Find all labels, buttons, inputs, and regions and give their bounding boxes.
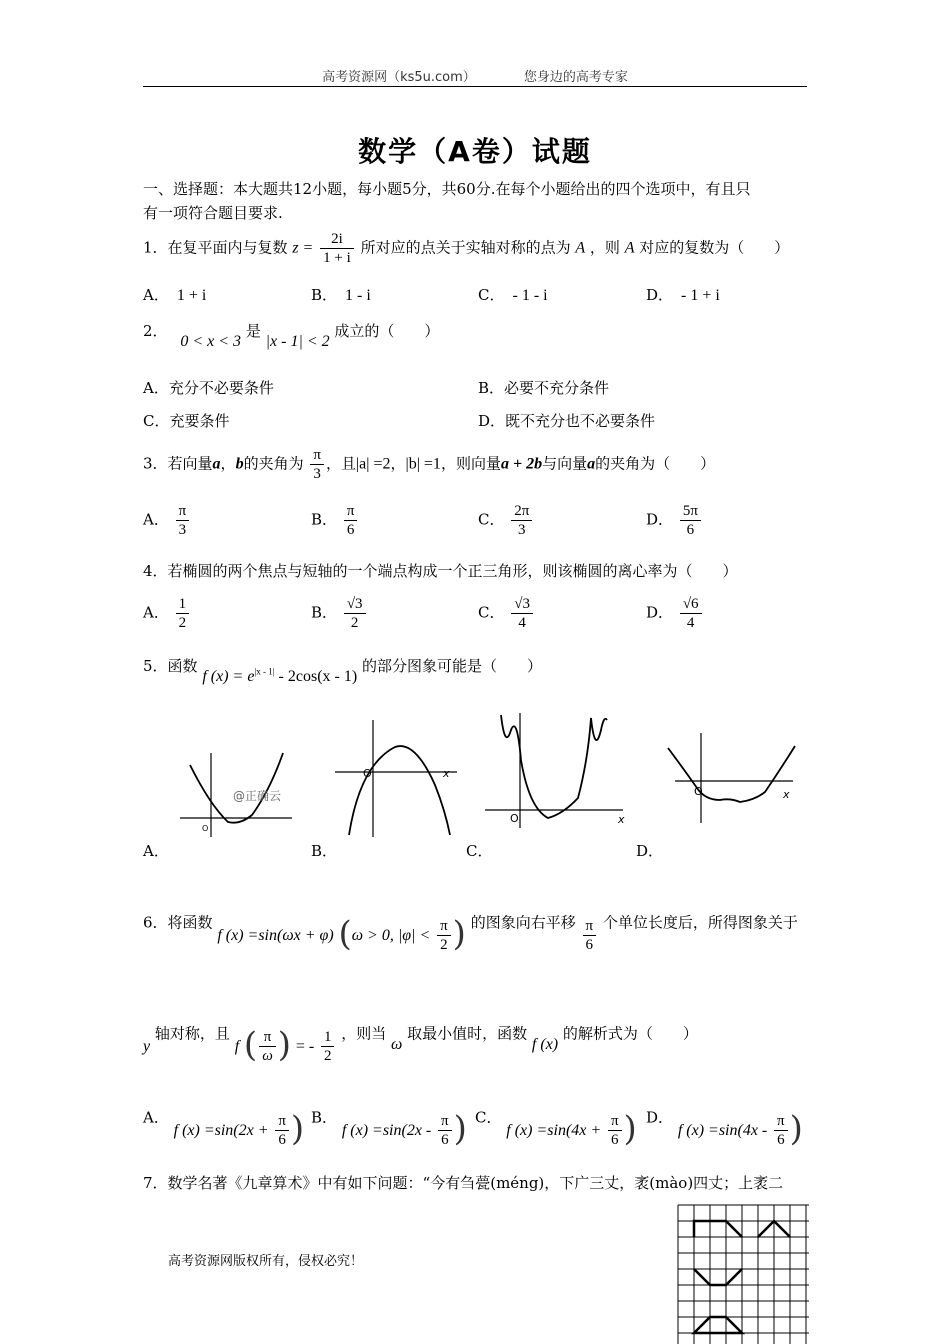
q1-opt-label: C． (478, 286, 505, 304)
q5-text-a: 5．函数 (143, 657, 198, 675)
q3-opt-frac (680, 502, 701, 539)
q6-eq: = - (295, 1037, 315, 1055)
q3-text-a: 3．若向量 (143, 454, 213, 473)
q1-text-d: 对应的复数为（ ） (639, 238, 790, 257)
q6-option-c[interactable] (475, 1100, 637, 1149)
q2-option-b[interactable]: B．必要不充分条件 (478, 379, 610, 397)
question-5-stem (143, 655, 542, 685)
q6-opt-frac (608, 1112, 622, 1149)
q3-opt-num: 2π (514, 503, 530, 519)
q3-text-e: ，则向量 (440, 454, 501, 473)
q1-opt-value: 1 - i (345, 287, 371, 304)
q6-shift-den: 6 (585, 937, 594, 953)
q6-option-b[interactable] (311, 1100, 467, 1149)
q2-condition-2: |x - 1| < 2 (265, 333, 330, 350)
header-site: 高考资源网（ks5u.com） (322, 70, 476, 85)
q3-vector-a2: a (587, 455, 596, 473)
question-1-stem (143, 230, 789, 267)
q5-graph-a[interactable] (180, 745, 295, 840)
q6-option-d[interactable] (646, 1100, 803, 1149)
q6-f: f (234, 1037, 240, 1055)
q5-option-d[interactable]: D． (636, 842, 664, 860)
q4-opt-num: √3 (346, 596, 363, 612)
q6-opt-den: 6 (777, 1132, 785, 1148)
q1-option-c[interactable] (478, 284, 548, 305)
q5-option-b[interactable]: B． (311, 842, 338, 860)
q1-point-a: A (575, 239, 586, 257)
q4-opt-label: A． (143, 603, 169, 622)
q5-exponent: |x - 1| (254, 666, 275, 677)
q6-option-a[interactable] (143, 1100, 305, 1149)
q4-opt-frac (344, 595, 366, 632)
q4-opt-frac (680, 595, 702, 632)
q6-fx: f (x) (531, 1035, 559, 1053)
q5-text-b: 的部分图象可能是（ ） (361, 657, 542, 675)
q3-opt-num: π (346, 503, 355, 519)
q3-angle-den: 3 (313, 466, 321, 482)
q4-opt-den: 4 (511, 613, 533, 632)
graph-a-watermark: @正确云 (233, 789, 282, 803)
q4-opt-den: 2 (344, 613, 366, 632)
q3-text-c: ，且 (325, 454, 356, 473)
q3-opt-den: 3 (176, 520, 190, 539)
q1-opt-label: D． (646, 286, 674, 304)
q6-opt-label: A． (143, 1108, 169, 1127)
q2-is: 是 (245, 322, 261, 340)
q6-half-pi (437, 917, 451, 954)
header-slogan: 您身边的高考专家 (523, 70, 628, 85)
q6-opt-paren: ) (623, 1108, 637, 1149)
q6-shift-num: π (583, 917, 597, 936)
q6-opt-num: π (275, 1112, 289, 1131)
graph-b-curve (349, 746, 450, 835)
q4-opt-label: C． (478, 603, 505, 622)
q3-opt-den: 3 (511, 520, 532, 539)
q3-option-d[interactable] (646, 502, 703, 539)
q3-vector-a: a (212, 455, 221, 473)
q6-opt-expr: f (x) =sin(2x + (173, 1121, 269, 1139)
q4-opt-label: D． (646, 603, 674, 622)
q3-opt-frac (511, 502, 532, 539)
graph-d-x-label: x (783, 788, 790, 801)
q5-rest: - 2cos(x - 1) (274, 668, 358, 685)
q3-norm-a: |a| =2 (355, 455, 391, 473)
q7-three-view-grid (676, 1203, 811, 1344)
q1-option-a[interactable] (143, 284, 206, 305)
q3-opt-frac (344, 502, 358, 539)
q6-val-num: 1 (321, 1028, 335, 1047)
q6-opt-paren: ) (290, 1108, 305, 1149)
q6-val-den: 2 (323, 1048, 332, 1064)
q6-text-f: 取最小值时，函数 (407, 1024, 528, 1043)
q3-opt-label: D． (646, 510, 674, 529)
q3-norm-b: |b| =1 (405, 455, 441, 473)
q5-graph-d[interactable] (665, 728, 805, 828)
q6-half-pi-den: 2 (440, 937, 448, 953)
q3-angle-num: π (310, 446, 324, 465)
q1-opt-label: A． (143, 286, 169, 304)
q6-text-e: ，则当 (341, 1024, 387, 1043)
q4-opt-label: B． (311, 603, 338, 622)
q4-opt-num: √6 (682, 596, 699, 612)
section-intro-line2: 有一项符合题目要求. (143, 204, 283, 222)
graph-d-curve (668, 746, 795, 802)
question-6-stem-line1 (143, 905, 798, 954)
q6-opt-label: D． (646, 1108, 674, 1127)
q6-opt-num: π (774, 1112, 788, 1131)
question-4-stem: 4．若椭圆的两个焦点与短轴的一个端点构成一个正三角形，则该椭圆的离心率为（ ） (143, 562, 738, 580)
q6-opt-paren: ) (789, 1108, 803, 1149)
question-7-stem: 7．数学名著《九章算术》中有如下问题：“今有刍甍(méng)，下广三丈，袤(mào)四丈；上袤二 (143, 1174, 784, 1192)
q6-text-b: 的图象向右平移 (470, 913, 576, 932)
q6-opt-label: C． (475, 1108, 502, 1127)
q3-option-b[interactable] (311, 502, 359, 539)
q1-option-d[interactable] (646, 284, 720, 305)
q4-opt-frac (511, 595, 533, 632)
q2-tail: 成立的（ ） (334, 322, 440, 340)
q1-frac-num: 2i (320, 230, 354, 249)
q4-option-c[interactable] (478, 595, 535, 632)
q6-arg-frac (259, 1028, 276, 1065)
q3-text-g: 的夹角为（ ） (595, 454, 716, 473)
q5-fx: f (x) = e (202, 668, 255, 685)
graph-b-x-label: x (443, 767, 450, 780)
q4-opt-frac (176, 595, 190, 632)
q3-comma: ， (220, 454, 236, 473)
graph-c-x-label: x (618, 813, 625, 826)
section-intro-line1: 一、选择题：本大题共12小题，每小题5分，共60分.在每个小题给出的四个选项中，有且只 (143, 180, 751, 198)
q3-option-c[interactable] (478, 502, 534, 539)
q6-opt-num: π (438, 1112, 452, 1131)
q4-opt-num: √3 (514, 596, 530, 612)
q4-option-b[interactable] (311, 595, 368, 632)
q6-opt-expr: f (x) =sin(4x - (677, 1121, 768, 1139)
question-6-stem-line2 (143, 1016, 698, 1065)
page-title: 数学（A卷）试题 (358, 135, 592, 168)
q1-text-c: ，则 (589, 238, 620, 257)
q6-half-pi-num: π (437, 917, 451, 936)
q5-option-a[interactable]: A． (143, 842, 169, 860)
q3-opt-num: π (178, 503, 187, 519)
question-2-stem (143, 320, 440, 350)
q1-opt-label: B． (311, 286, 338, 304)
q6-text-c: 个单位长度后，所得图象关于 (602, 913, 798, 932)
graph-c-curve (501, 715, 607, 818)
q6-opt-expr: f (x) =sin(4x + (506, 1121, 602, 1139)
q3-opt-label: C． (478, 510, 505, 529)
q2-option-a[interactable]: A．充分不必要条件 (143, 379, 274, 397)
q3-opt-num: 5π (682, 503, 698, 519)
q6-y: y (143, 1037, 151, 1055)
q6-opt-paren: ) (453, 1108, 467, 1149)
q6-text-a: 6．将函数 (143, 913, 213, 932)
q1-option-b[interactable] (311, 284, 371, 305)
q3-opt-label: A． (143, 510, 169, 529)
q6-arg-num: π (259, 1028, 276, 1047)
q3-opt-den: 6 (344, 520, 358, 539)
q3-text-f: 与向量 (542, 454, 588, 473)
q6-function: f (x) =sin(ωx + φ) (217, 926, 334, 944)
q6-paren-close2: ) (277, 1024, 292, 1065)
q3-vector-sum: a + 2b (500, 455, 543, 473)
q1-fraction (320, 230, 354, 267)
question-3-stem (143, 446, 715, 483)
q6-opt-num: π (608, 1112, 622, 1131)
q6-omega: ω (391, 1035, 403, 1053)
q6-text-g: 的解析式为（ ） (562, 1024, 698, 1043)
q7-grid-lines (678, 1205, 809, 1344)
q6-opt-frac (438, 1112, 452, 1149)
q4-opt-den: 4 (680, 613, 702, 632)
q6-paren-close: ) (452, 913, 466, 954)
q2-option-c[interactable]: C．充要条件 (143, 412, 230, 430)
q6-paren-open: ( (338, 913, 352, 954)
q1-opt-value: - 1 + i (681, 287, 720, 304)
graph-a-curve (190, 753, 283, 823)
q3-opt-label: B． (311, 510, 338, 529)
q4-opt-num: 1 (178, 596, 187, 612)
q1-text-a: 1．在复平面内与复数 (143, 238, 288, 257)
q6-arg-den: ω (262, 1048, 273, 1064)
q3-text-b: 的夹角为 (243, 454, 304, 473)
q3-vector-b: b (235, 455, 244, 473)
q1-z-label: z = (292, 239, 314, 257)
q6-opt-den: 6 (610, 1132, 619, 1148)
q3-option-a[interactable] (143, 502, 191, 539)
q6-text-d: 轴对称，且 (154, 1024, 230, 1043)
q3-text-d: ， (390, 454, 406, 473)
q4-option-d[interactable] (646, 595, 704, 632)
q5-function (202, 668, 357, 685)
q6-condition: ω > 0, |φ| < (351, 926, 431, 944)
q5-graph-b[interactable] (335, 715, 460, 840)
page-header (0, 66, 950, 85)
q1-point-a2: A (624, 239, 635, 257)
q2-option-d[interactable]: D．既不充分也不必要条件 (478, 412, 656, 430)
q6-opt-frac (275, 1112, 289, 1149)
q6-paren-open2: ( (243, 1024, 258, 1065)
q6-opt-label: B． (311, 1108, 338, 1127)
q6-opt-expr: f (x) =sin(2x - (341, 1121, 432, 1139)
q6-val-frac (321, 1028, 335, 1065)
graph-c-origin: O (510, 812, 519, 825)
q1-opt-value: - 1 - i (512, 287, 548, 304)
graph-b-origin: O (363, 767, 372, 780)
q2-number: 2． (143, 322, 168, 340)
q4-opt-den: 2 (176, 613, 190, 632)
q3-opt-frac (176, 502, 190, 539)
graph-a-origin: O (202, 824, 209, 833)
q6-opt-den: 6 (441, 1132, 449, 1148)
q6-opt-den: 6 (278, 1132, 286, 1148)
q5-graph-c[interactable] (483, 710, 628, 830)
q4-option-a[interactable] (143, 595, 191, 632)
q1-frac-den: 1 + i (323, 250, 351, 266)
q1-text-b: 所对应的点关于实轴对称的点为 (360, 238, 571, 257)
q1-opt-value: 1 + i (176, 287, 207, 304)
q5-option-c[interactable]: C． (466, 842, 493, 860)
q6-shift-frac (583, 917, 597, 954)
q3-opt-den: 6 (680, 520, 701, 539)
q3-angle-fraction (310, 446, 324, 483)
graph-d-origin: O (694, 785, 703, 798)
q2-condition-1: 0 < x < 3 (180, 333, 242, 350)
q6-opt-frac (774, 1112, 788, 1149)
page-footer: 高考资源网版权所有，侵权必究！ (168, 1254, 364, 1269)
header-divider (143, 86, 807, 87)
